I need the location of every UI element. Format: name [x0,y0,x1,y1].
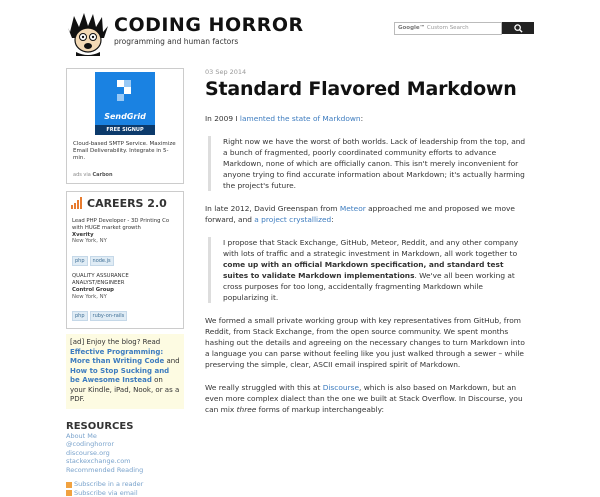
free-signup-button[interactable]: FREE SIGNUP [95,125,155,135]
subscribe-email-label: Subscribe via email [74,488,138,497]
site-subtitle: programming and human factors [114,37,239,46]
resources-heading: RESOURCES [66,420,134,432]
emphasis-text: three [236,405,257,414]
rss-icon [66,482,72,488]
careers-title: CAREERS 2.0 [87,196,167,210]
ads-via-prefix: ads via [73,172,93,178]
text: approached me and proposed we move forward, and [205,204,515,224]
post-date: 03 Sep 2014 [205,68,247,76]
promo-prefix: [ad] Enjoy the blog? Read [70,338,161,347]
text: We really struggled with this at [205,383,323,392]
text: : [360,114,364,123]
paragraph [205,113,530,124]
text: In late 2012, David Greenspan from [205,204,340,213]
book-link-stop-sucking[interactable]: How to Stop Sucking and be Awesome Instead [70,366,170,385]
job-location: New York, NY [72,293,107,300]
tag[interactable]: node.js [90,256,114,266]
blockquote: Right now we have the worst of both worlds. Lack of leadership from the top, and a bunch of fragmented, poorly coordinated community efforts to advance Markdown, none of which are officially canon. This isn't merely inconvenient for anyone trying to find accurate information about Markdown; it's actually harming the project's future. [208,136,530,191]
text: In 2009 I [205,114,240,123]
resource-link-reading[interactable]: Recommended Reading [66,465,144,474]
job-title[interactable]: Lead PHP Developer - 3D Printing Co with HUGE market growth [72,218,170,231]
site-title[interactable]: CODING HORROR [114,14,304,36]
search-input[interactable] [394,22,502,35]
tag[interactable]: php [72,311,88,321]
resource-link-stackexchange[interactable]: stackexchange.com [66,457,131,466]
job-location: New York, NY [72,238,107,245]
sendgrid-brand: SendGrid [104,112,146,121]
resource-link-about[interactable]: About Me [66,431,97,440]
resource-link-twitter[interactable]: @codinghorror [66,440,115,449]
paragraph [205,382,530,415]
text: . We've all been working at cross purposes for too long, accidentally fragmenting Markdown while popularizing it. [223,271,515,302]
text: forms of markup interchangeably: [256,405,384,414]
discourse-link[interactable]: Discourse [322,383,359,392]
resource-link-discourse[interactable]: discourse.org [66,448,110,457]
sendgrid-logo-icon [95,72,155,112]
ads-via-carbon[interactable] [67,164,183,183]
project-crystallized-link[interactable]: a project crystallized [254,215,332,224]
careers-header[interactable] [67,192,183,214]
blockquote [208,237,530,303]
search-placeholder: Custom Search [426,25,469,31]
search-icon [514,24,523,33]
paragraph [205,203,530,225]
carbon-ad [66,68,184,184]
text: , which is also based on Markdown, but an even more complex dialect than the one we built at Stack Overflow. In Discourse, you can mix [205,383,523,414]
careers-widget [66,191,184,329]
subscribe-reader-link[interactable] [66,480,184,489]
promo-mid: and [164,357,180,366]
promo-suffix: on your Kindle, iPad, Nook, or as a PDF. [70,376,180,404]
post-article [205,68,530,415]
text: : [331,215,334,224]
job-listing[interactable] [67,269,183,300]
careers-bars-icon [71,197,83,209]
paragraph: We formed a small private working group with key representatives from GitHub, from Reddit, from Stack Exchange, from the open source community. We spent months hashing out the details and agreeing on the necessary changes to turn Markdown into a language you can parse without feeling like you just walked through a sewer – while preserving the simple, clear, ASCII email inspired spirit of Markdown. [205,316,525,369]
job-tags [67,245,183,269]
job-tags [67,300,183,324]
job-company: Control Group [72,286,114,293]
site-header [0,0,600,60]
meteor-link[interactable]: Meteor [339,204,366,213]
coding-horror-logo-icon[interactable] [66,12,110,56]
tag[interactable]: ruby-on-rails [90,311,128,321]
ad-text[interactable]: Cloud-based SMTP Service. Maximize Email Deliverability. Integrate in 5-min. [73,141,176,161]
lamented-link[interactable]: lamented the state of Markdown [239,114,361,123]
text: I propose that Stack Exchange, GitHub, Meteor, Reddit, and any other company with lots of traffic and a strategic investment in Markdown, all work together to [223,238,519,258]
search-button[interactable] [502,22,534,34]
job-listing[interactable] [67,214,183,245]
job-title[interactable]: QUALITY ASSURANCE ANALYST/ENGINEER [72,273,129,286]
job-company: Xverity [72,231,94,238]
sendgrid-ad-image[interactable] [95,72,155,125]
google-label: Google™ [398,25,426,31]
book-link-effective-programming[interactable]: Effective Programming: More than Writing Code [70,347,165,366]
tag[interactable]: php [72,256,88,266]
subscribe-reader-label: Subscribe in a reader [74,480,144,489]
book-promo [66,334,184,409]
sidebar [66,68,184,497]
subscribe-email-link[interactable] [66,489,184,497]
post-title[interactable]: Standard Flavored Markdown [205,78,517,100]
bold-text: come up with an official Markdown specification, and standard test suites to validate Markdown implementations [223,260,504,280]
rss-icon [66,490,72,496]
carbon-link[interactable]: Carbon [92,172,113,178]
